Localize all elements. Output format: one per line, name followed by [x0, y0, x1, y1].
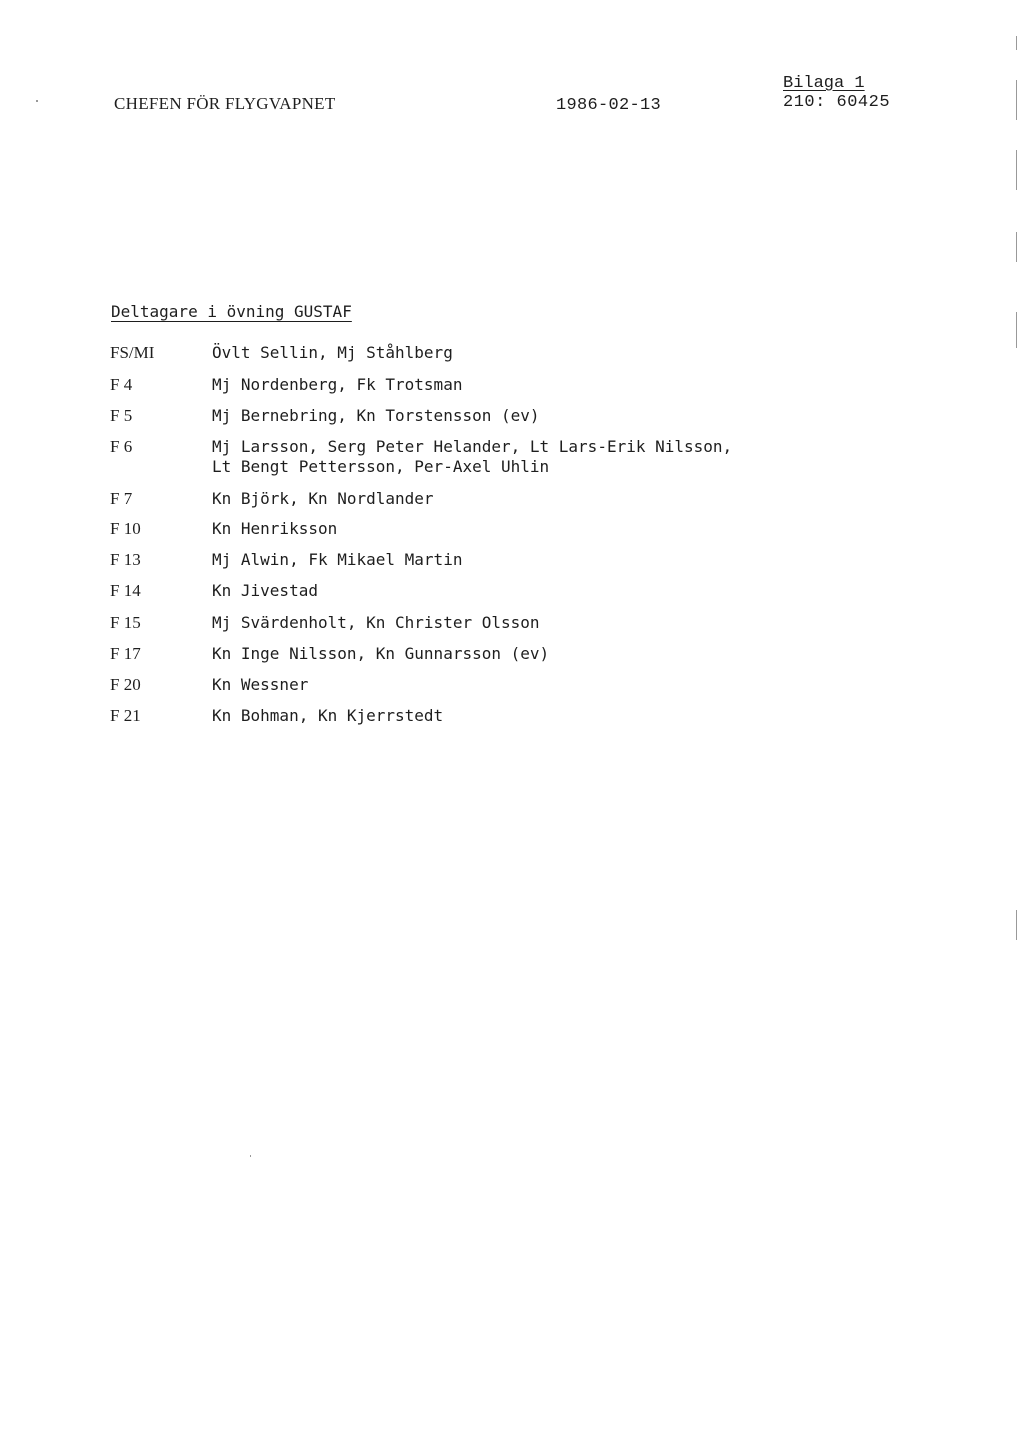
participant-names-line: Mj Alwin, Fk Mikael Martin: [212, 550, 463, 569]
scan-speck: [250, 1155, 251, 1157]
participant-names-line: Kn Jivestad: [212, 581, 318, 600]
scan-speck: [1016, 150, 1017, 190]
participant-names: [212, 706, 443, 726]
participant-names-line: Mj Larsson, Serg Peter Helander, Lt Lars-Erik Nilsson,: [212, 437, 733, 456]
unit-label: F 13: [110, 550, 141, 569]
scan-speck: [1016, 910, 1017, 940]
attachment-label: Bilaga 1: [783, 74, 865, 93]
scan-speck: [1016, 232, 1017, 262]
unit-label: F 7: [110, 489, 133, 508]
attachment-block: [783, 74, 890, 112]
participant-names: [212, 375, 462, 395]
unit-label: FS/MI: [110, 343, 155, 362]
unit-label: F 5: [110, 406, 133, 425]
participant-names: [212, 406, 540, 426]
participant-names-line: Kn Inge Nilsson, Kn Gunnarsson (ev): [212, 644, 550, 663]
participant-names-line: Mj Nordenberg, Fk Trotsman: [212, 375, 463, 394]
participant-names: [212, 581, 318, 601]
participant-names-line: Mj Bernebring, Kn Torstensson (ev): [212, 406, 540, 425]
participant-names: [212, 644, 549, 664]
reference-number: 210: 60425: [783, 93, 891, 112]
participant-names: [212, 675, 308, 695]
participants-heading: Deltagare i övning GUSTAF: [111, 302, 352, 321]
unit-label: F 20: [110, 675, 141, 694]
participant-names-line: Kn Björk, Kn Nordlander: [212, 489, 434, 508]
scan-speck: [36, 100, 38, 102]
unit-label: F 17: [110, 644, 141, 663]
participant-names-line: Kn Wessner: [212, 675, 309, 694]
scan-speck: [1016, 80, 1017, 120]
unit-label: F 4: [110, 375, 133, 394]
participant-names: [212, 519, 337, 539]
participant-names: [212, 343, 453, 363]
unit-label: F 15: [110, 613, 141, 632]
document-date: 1986-02-13: [556, 96, 662, 115]
unit-label: F 6: [110, 437, 133, 456]
participant-names-line: Kn Bohman, Kn Kjerrstedt: [212, 706, 444, 725]
participant-names: [212, 613, 540, 633]
unit-label: F 14: [110, 581, 141, 600]
unit-label: F 21: [110, 706, 141, 725]
unit-label: F 10: [110, 519, 141, 538]
participant-names: [212, 489, 434, 509]
participant-names-line: Mj Svärdenholt, Kn Christer Olsson: [212, 613, 540, 632]
participant-names: [212, 437, 732, 477]
scan-speck: [1016, 312, 1017, 348]
participant-names-line: Kn Henriksson: [212, 519, 338, 538]
organization-header: CHEFEN FÖR FLYGVAPNET: [114, 94, 336, 113]
participant-names-line: Övlt Sellin, Mj Ståhlberg: [212, 343, 453, 362]
participant-names: [212, 550, 462, 570]
scan-speck: [1016, 36, 1017, 50]
participant-names-line: Lt Bengt Pettersson, Per-Axel Uhlin: [212, 457, 550, 476]
